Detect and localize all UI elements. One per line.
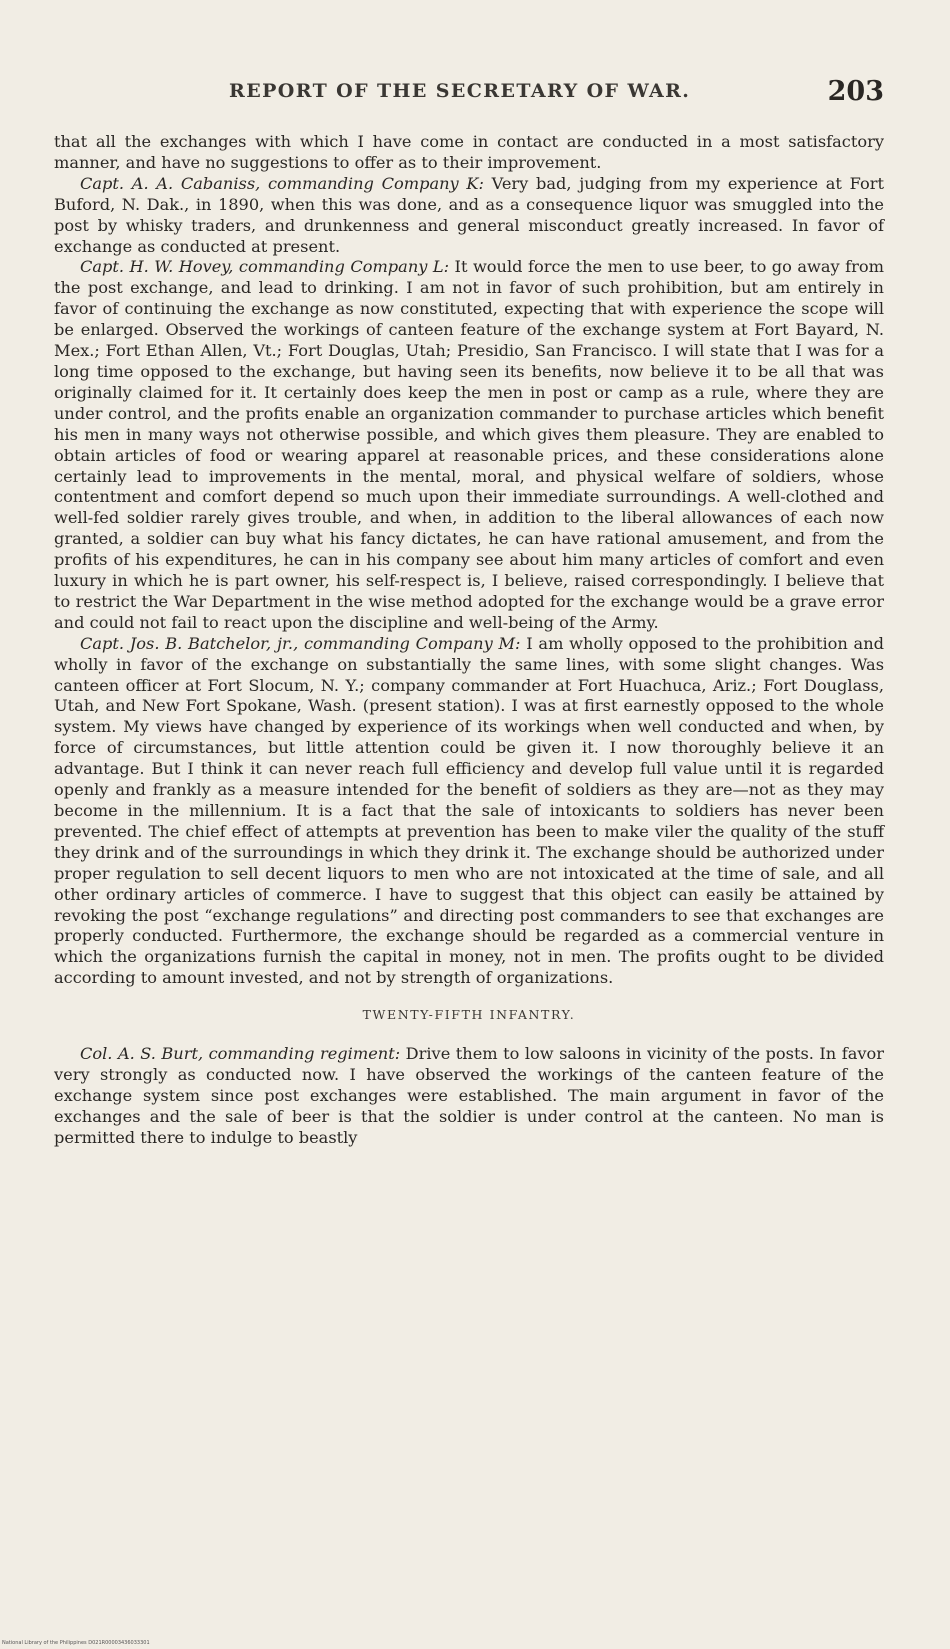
paragraph-continued xyxy=(54,132,884,174)
paragraph-batchelor xyxy=(54,634,884,989)
paragraph-burt xyxy=(54,1044,884,1149)
speaker-label: Capt. H. W. Hovey, commanding Company L: xyxy=(80,257,450,277)
speaker-label: Col. A. S. Burt, commanding regiment: xyxy=(80,1044,401,1064)
paragraph-text: that all the exchanges with which I have come in contact are conducted in a most satisfactory manner, and have no suggestions to offer as to their improvement. xyxy=(54,132,884,172)
section-heading: TWENTY-FIFTH INFANTRY. xyxy=(362,1007,576,1023)
running-header xyxy=(54,78,884,112)
speaker-label: Capt. A. A. Cabaniss, commanding Company K: xyxy=(80,173,484,193)
paragraph-text: Very bad, judging from my experience at Fort Buford, N. Dak., in 1890, when this was done, and as a consequence liquor was smuggled into the post by whisky traders, and drunkenness and general misconduct greatly increased. In favor of exchange as conducted at present. xyxy=(54,173,884,256)
paragraph-text: I am wholly opposed to the prohibition and wholly in favor of the exchange on substantially the same lines, with some slight changes. Was canteen officer at Fort Slocum, N. Y.; company commander at Fort Huachuca, Ariz.; Fort Douglass, Utah, and New Fort Spokane, Wash. (present station). I was at first earnestly opposed to the whole system. My views have changed by experience of its workings when well conducted and when, by force of circumstances, but little attention could be given it. I now thoroughly believe it an advantage. But I think it can never reach full efficiency and develop full value until it is regarded openly and frankly as a measure intended for the benefit of soldiers as they are—not as they may become in the millennium. It is a fact that the sale of intoxicants to soldiers has never been prevented. The chief effect of attempts at prevention has been to make viler the quality of the stuff they drink and of the surroundings in which they drink it. The exchange should be authorized under proper regulation to sell decent liquors to men who are not intoxicated at the time of sale, and all other ordinary articles of commerce. I have to suggest that this object can easily be attained by revoking the post “exchange regulations” and directing post commanders to see that exchanges are properly conducted. Furthermore, the exchange should be regarded as a commercial venture in which the organizations furnish the capital in money, not in men. The profits ought to be divided according to amount invested, and not by strength of organizations. xyxy=(54,633,884,988)
paragraph-text: Drive them to low saloons in vicinity of the posts. In favor very strongly as conducted now. I have observed the workings of the canteen feature of the exchange system since post exchanges were established. The main argument in favor of the exchanges and the sale of beer is that the soldier is under control at the canteen. No man is permitted there to indulge to beastly xyxy=(54,1044,884,1147)
paragraph-text: It would force the men to use beer, to go away from the post exchange, and lead to drinking. I am not in favor of such prohibition, but am entirely in favor of continuing the exchange as now constituted, expecting that with experience the scope will be enlarged. Observed the workings of canteen feature of the exchange system at Fort Bayard, N. Mex.; Fort Ethan Allen, Vt.; Fort Douglas, Utah; Presidio, San Francisco. I will state that I was for a long time opposed to the exchange, but having seen its benefits, now believe it to be all that was originally claimed for it. It certainly does keep the men in post or camp as a rule, where they are under control, and the profits enable an organization commander to purchase articles which benefit his men in many ways not otherwise possible, and which gives them pleasure. They are enabled to obtain articles of food or wearing apparel at reasonable prices, and these considerations alone certainly lead to improvements in the mental, moral, and physical welfare of soldiers, whose contentment and comfort depend so much upon their immediate surroundings. A well-clothed and well-fed soldier rarely gives trouble, and when, in addition to the liberal allowances of each now granted, a soldier can buy what his fancy dictates, he can have rational amusement, and from the profits of his expenditures, he can in his company see about him many articles of comfort and even luxury in which he is part owner, his self-respect is, I believe, raised correspondingly. I believe that to restrict the War Department in the wise method adopted for the exchange would be a grave error and could not fail to react upon the discipline and well-being of the Army. xyxy=(54,257,885,632)
speaker-label: Capt. Jos. B. Batchelor, jr., commanding Company M: xyxy=(80,633,521,653)
scan-footer: National Library of the Philippines D021R00003436033301 xyxy=(2,1640,150,1646)
page-number: 203 xyxy=(827,76,884,107)
body-text xyxy=(54,132,884,1149)
paragraph-cabaniss xyxy=(54,174,884,258)
running-title: REPORT OF THE SECRETARY OF WAR. xyxy=(229,80,691,102)
paragraph-hovey xyxy=(54,257,884,633)
